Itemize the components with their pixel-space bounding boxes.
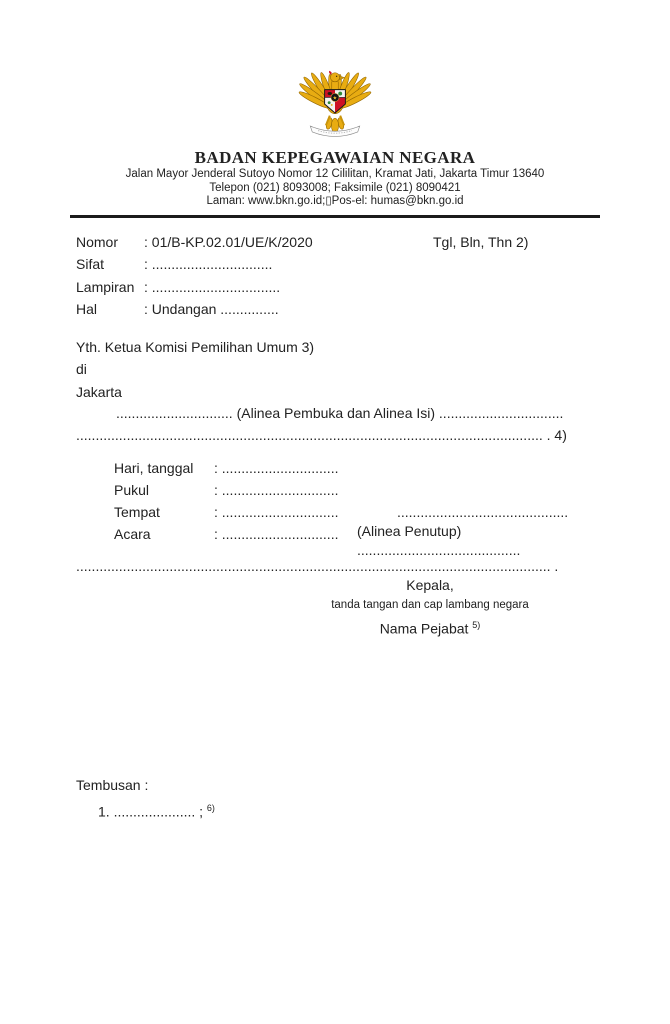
- field-sifat-value: : ...............................: [144, 256, 273, 272]
- detail-acara-value: : ..............................: [214, 526, 339, 542]
- field-hal-value: : Undangan ...............: [144, 301, 279, 317]
- detail-pukul: [76, 479, 594, 501]
- footnote-6: 6): [206, 802, 215, 813]
- letter-body: [0, 231, 670, 822]
- field-hal: [76, 298, 594, 321]
- field-lampiran: [76, 276, 594, 299]
- detail-hari-label: Hari, tanggal: [114, 460, 194, 476]
- signature-name: [280, 615, 580, 639]
- field-nomor-label: Nomor: [76, 233, 119, 250]
- closing-paragraph-dots-top: ............................................: [397, 504, 569, 520]
- closing-line: .......................................................................................................................... .: [76, 558, 559, 574]
- detail-tempat-label: Tempat: [114, 504, 160, 520]
- field-sifat: [76, 253, 594, 276]
- details-section: [76, 457, 594, 558]
- signature-name-text: Nama Pejabat: [379, 620, 469, 637]
- svg-text:★: ★: [332, 95, 338, 102]
- tembusan-heading: Tembusan :: [76, 776, 149, 793]
- org-name: BADAN KEPEGAWAIAN NEGARA: [194, 148, 476, 167]
- letterhead: [0, 0, 670, 218]
- detail-hari-tanggal: [76, 457, 594, 479]
- signature-block: [280, 575, 580, 639]
- closing-paragraph-block: [357, 503, 597, 560]
- detail-tempat-value: : ..............................: [214, 504, 339, 520]
- garuda-pancasila-emblem: [296, 62, 374, 145]
- meta-section: [76, 231, 594, 321]
- recipient-line-2: di: [76, 361, 87, 377]
- recipient-section: [76, 336, 594, 404]
- recipient-line-1: Yth. Ketua Komisi Pemilihan Umum 3): [76, 338, 315, 355]
- closing-paragraph-label: (Alinea Penutup): [357, 523, 462, 539]
- detail-acara-label: Acara: [114, 526, 151, 542]
- tembusan-section: [76, 775, 594, 822]
- opening-paragraph: [76, 403, 594, 446]
- recipient-line-3: Jakarta: [76, 383, 122, 400]
- field-nomor-value: : 01/B-KP.02.01/UE/K/2020: [144, 233, 313, 250]
- field-lampiran-label: Lampiran: [76, 278, 135, 295]
- opening-line-2: ........................................................................................................................ . 4): [76, 426, 567, 443]
- date-placeholder: Tgl, Bln, Thn 2): [433, 233, 529, 250]
- detail-pukul-label: Pukul: [114, 482, 150, 498]
- signature-title: Kepala,: [406, 577, 454, 593]
- address-line-3: Laman: www.bkn.go.id;▯Pos-el: humas@bkn.go.id: [206, 195, 464, 207]
- letterhead-rule: [70, 215, 600, 218]
- detail-pukul-value: : ..............................: [214, 482, 339, 498]
- detail-hari-value: : ..............................: [214, 460, 339, 476]
- address-line-2: Telepon (021) 8093008; Faksimile (021) 8090421: [209, 181, 461, 194]
- tembusan-item-1: [98, 798, 594, 822]
- field-lampiran-value: : .................................: [144, 278, 281, 295]
- opening-line-1: .............................. (Alinea Pembuka dan Alinea Isi) ................................: [116, 405, 564, 421]
- field-hal-label: Hal: [76, 301, 98, 317]
- signature-note: tanda tangan dan cap lambang negara: [331, 599, 529, 611]
- address-line-1: Jalan Mayor Jenderal Sutoyo Nomor 12 Cililitan, Kramat Jati, Jakarta Timur 13640: [125, 168, 545, 180]
- footnote-5: 5): [472, 620, 481, 630]
- tembusan-item-1-text: 1. ..................... ;: [98, 803, 204, 820]
- field-sifat-label: Sifat: [76, 256, 105, 272]
- closing-paragraph-dots-bottom: ..........................................: [357, 542, 521, 558]
